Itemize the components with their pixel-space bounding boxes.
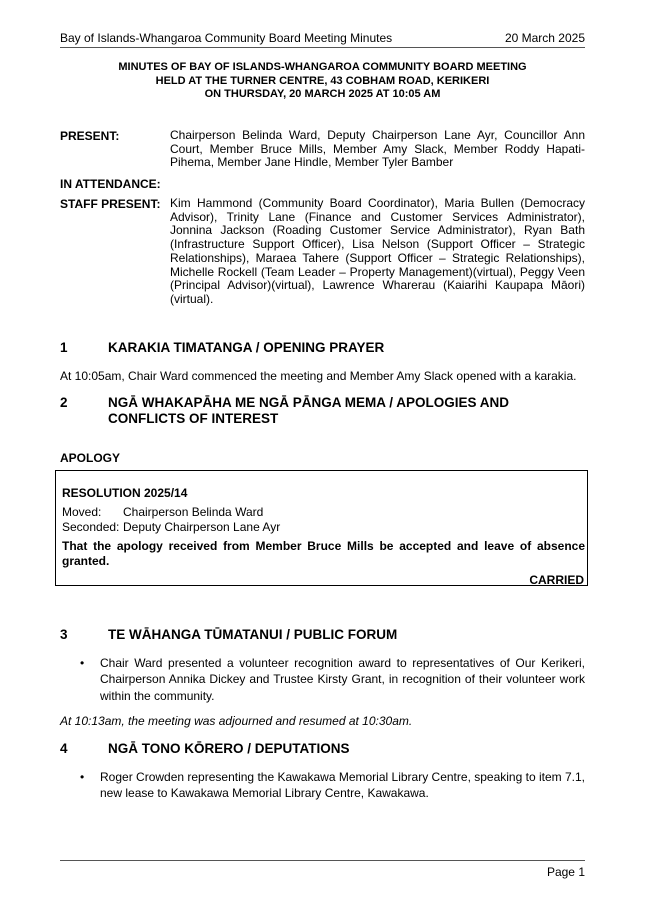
apology-subheading: APOLOGY — [60, 451, 121, 465]
document-title — [60, 61, 585, 102]
section-4-bullet: Roger Crowden representing the Kawakawa Memorial Library Centre, speaking to item 7.1, new lease to Kawakawa Memorial Library Centre, Kawakawa. — [100, 770, 585, 801]
section-title: NGĀ WHAKAPĀHA ME NGĀ PĀNGA MEMA / APOLOGIES AND CONFLICTS OF INTEREST — [108, 395, 509, 426]
resolution-motion: That the apology received from Member Bruce Mills be accepted and leave of absence granted. — [62, 539, 585, 568]
title-line-3: ON THURSDAY, 20 MARCH 2025 AT 10:05 AM — [204, 88, 441, 100]
section-title: NGĀ TONO KŌRERO / DEPUTATIONS — [108, 741, 350, 756]
seconded-label: Seconded: — [62, 520, 120, 534]
section-number: 4 — [60, 741, 68, 756]
moved-label: Moved: — [62, 505, 102, 519]
resolution-title: RESOLUTION 2025/14 — [62, 486, 188, 500]
title-line-2: HELD AT THE TURNER CENTRE, 43 COBHAM ROAD, KERIKERI — [155, 74, 490, 87]
staff-present-list: Kim Hammond (Community Board Coordinator), Maria Bullen (Democracy Advisor), Trinity Lane (Finance and Customer Services Administrator), Jonnina Jackson (Roading Customer Service Administrator), Ryan Bath (Infrastructure Support Officer), Lisa Nelson (Support Officer – Strategic Relationships), Maraea Tahere (Support Officer – Strategic Relationships), Michelle Rockell (Team Leader – Property Management)(virtual), Peggy Veen (Principal Advisor)(virtual), Lawrence Wharerau (Kaiarihi Kaupapa Māori)(virtual). — [170, 196, 585, 306]
section-3-bullet: Chair Ward presented a volunteer recognition award to representatives of Our Kerikeri, Chairperson Annika Dickey and Trustee Kirsty Grant, in recognition of their volunteer work within the community. — [100, 656, 585, 703]
title-line-1: MINUTES OF BAY OF ISLANDS-WHANGAROA COMMUNITY BOARD MEETING — [118, 61, 527, 73]
page-footer — [60, 860, 585, 879]
present-list: Chairperson Belinda Ward, Deputy Chairperson Lane Ayr, Councillor Ann Court, Member Bruce Mills, Member Amy Slack, Member Roddy Hapati-Pihema, Member Jane Hindle, Member Tyler Bamber — [170, 128, 585, 170]
moved-row — [62, 505, 263, 519]
page-header — [60, 31, 585, 48]
resolution-box — [55, 470, 588, 586]
moved-value: Chairperson Belinda Ward — [123, 505, 264, 519]
header-date: 20 March 2025 — [504, 31, 585, 45]
section-number: 2 — [60, 395, 68, 410]
present-label: PRESENT: — [60, 129, 120, 143]
page-number: Page 1 — [546, 865, 585, 879]
section-number: 1 — [60, 340, 68, 355]
resolution-result: CARRIED — [529, 573, 584, 587]
seconded-value: Deputy Chairperson Lane Ayr — [123, 520, 281, 534]
section-1-body: At 10:05am, Chair Ward commenced the meeting and Member Amy Slack opened with a karakia. — [60, 369, 577, 383]
section-title: KARAKIA TIMATANGA / OPENING PRAYER — [108, 340, 385, 355]
adjournment-note: At 10:13am, the meeting was adjourned and resumed at 10:30am. — [60, 714, 413, 728]
staff-present-label: STAFF PRESENT: — [60, 197, 161, 211]
in-attendance-label: IN ATTENDANCE: — [60, 177, 161, 191]
seconded-row — [62, 520, 280, 534]
bullet-icon: • — [80, 656, 85, 670]
section-title: TE WĀHANGA TŪMATANUI / PUBLIC FORUM — [108, 627, 398, 642]
bullet-icon: • — [80, 770, 85, 784]
header-title: Bay of Islands-Whangaroa Community Board Meeting Minutes — [60, 31, 393, 45]
section-number: 3 — [60, 627, 68, 642]
